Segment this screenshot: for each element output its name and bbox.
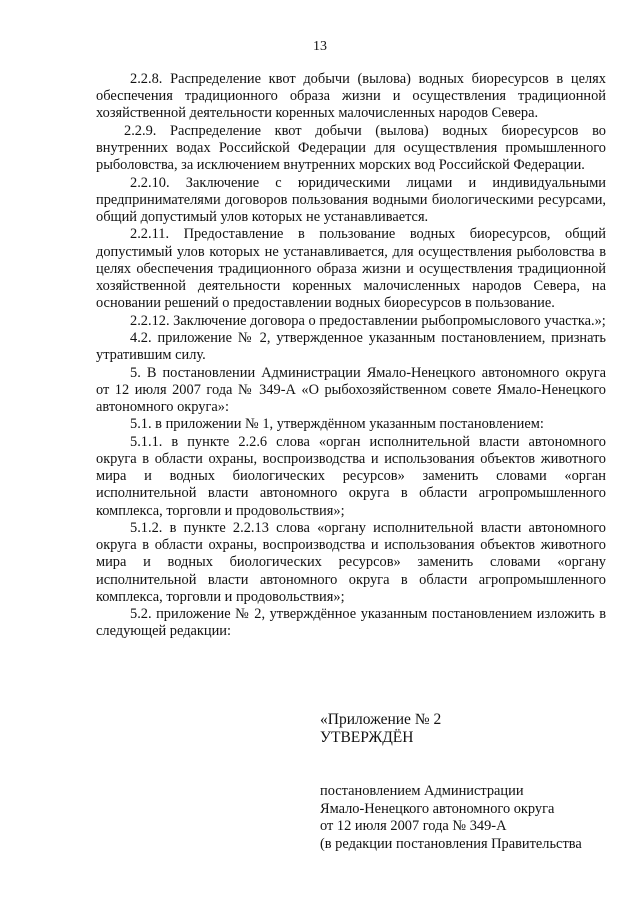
- paragraph-5-1-2: 5.1.2. в пункте 2.2.13 слова «органу исполнительной власти автономного округа в области охраны, воспроизводства и использования объектов животного мира и водных биологических ресурсов» заменить словами «органу исполнительной власти автономного округа в области агропромышленного комплекса, торговли и продовольствия»;: [96, 519, 606, 605]
- appendix-line: (в редакции постановления Правительства: [320, 835, 582, 852]
- page-number: 13: [313, 39, 327, 54]
- paragraph-2-2-12: 2.2.12. Заключение договора о предоставлении рыбопромыслового участка.»;: [130, 312, 606, 329]
- paragraph-2-2-9: 2.2.9. Распределение квот добычи (вылова) водных биоресурсов во внутренних водах Российской Федерации для осуществления промышленного рыболовства, за исключением внутренних морских вод Российской Федерации.: [96, 122, 606, 174]
- appendix-line: от 12 июля 2007 года № 349-А: [320, 818, 507, 834]
- appendix-header: [320, 711, 620, 853]
- appendix-line: Ямало-Ненецкого автономного округа: [320, 800, 555, 817]
- paragraph-5-1: 5.1. в приложении № 1, утверждённом указанным постановлением:: [130, 416, 544, 433]
- paragraph-5-2: 5.2. приложение № 2, утверждённое указанным постановлением изложить в следующей редакции:: [96, 606, 606, 640]
- paragraph-5-1-1: 5.1.1. в пункте 2.2.6 слова «орган исполнительной власти автономного округа в области охраны, воспроизводства и использования объектов животного мира и водных биологических ресурсов» заменить словами «орган исполнительной власти автономного округа в области агропромышленного комплекса, торговли и продовольствия»;: [96, 433, 606, 519]
- paragraph-5: 5. В постановлении Администрации Ямало-Ненецкого автономного округа от 12 июля 2007 года № 349-А «О рыбохозяйственном совете Ямало-Ненецкого автономного округа»:: [96, 364, 606, 415]
- paragraph-4-2: 4.2. приложение № 2, утвержденное указанным постановлением, признать утратившим силу.: [96, 329, 606, 364]
- paragraph-2-2-11: 2.2.11. Предоставление в пользование водных биоресурсов, общий допустимый улов которых не устанавливается, для осуществления рыболовства в целях обеспечения традиционного образа жизни и осуществления традиционной хозяйственной деятельности коренных малочисленных народов Севера, на основании решений о предоставлении водных биоресурсов в пользование.: [96, 226, 606, 312]
- appendix-line: постановлением Администрации: [320, 783, 524, 799]
- appendix-approved: УТВЕРЖДЁН: [320, 729, 414, 746]
- document-body: [96, 71, 606, 641]
- paragraph-2-2-10: 2.2.10. Заключение с юридическими лицами и индивидуальными предпринимателями договоров пользования водными биологическими ресурсами, общий допустимый улов которых не устанавливается.: [96, 174, 606, 225]
- paragraph-2-2-8: 2.2.8. Распределение квот добычи (вылова) водных биоресурсов в целях обеспечения традиционного образа жизни и осуществления традиционной хозяйственной деятельности коренных малочисленных народов Севера.: [96, 71, 606, 122]
- appendix-title: «Приложение № 2: [320, 711, 442, 728]
